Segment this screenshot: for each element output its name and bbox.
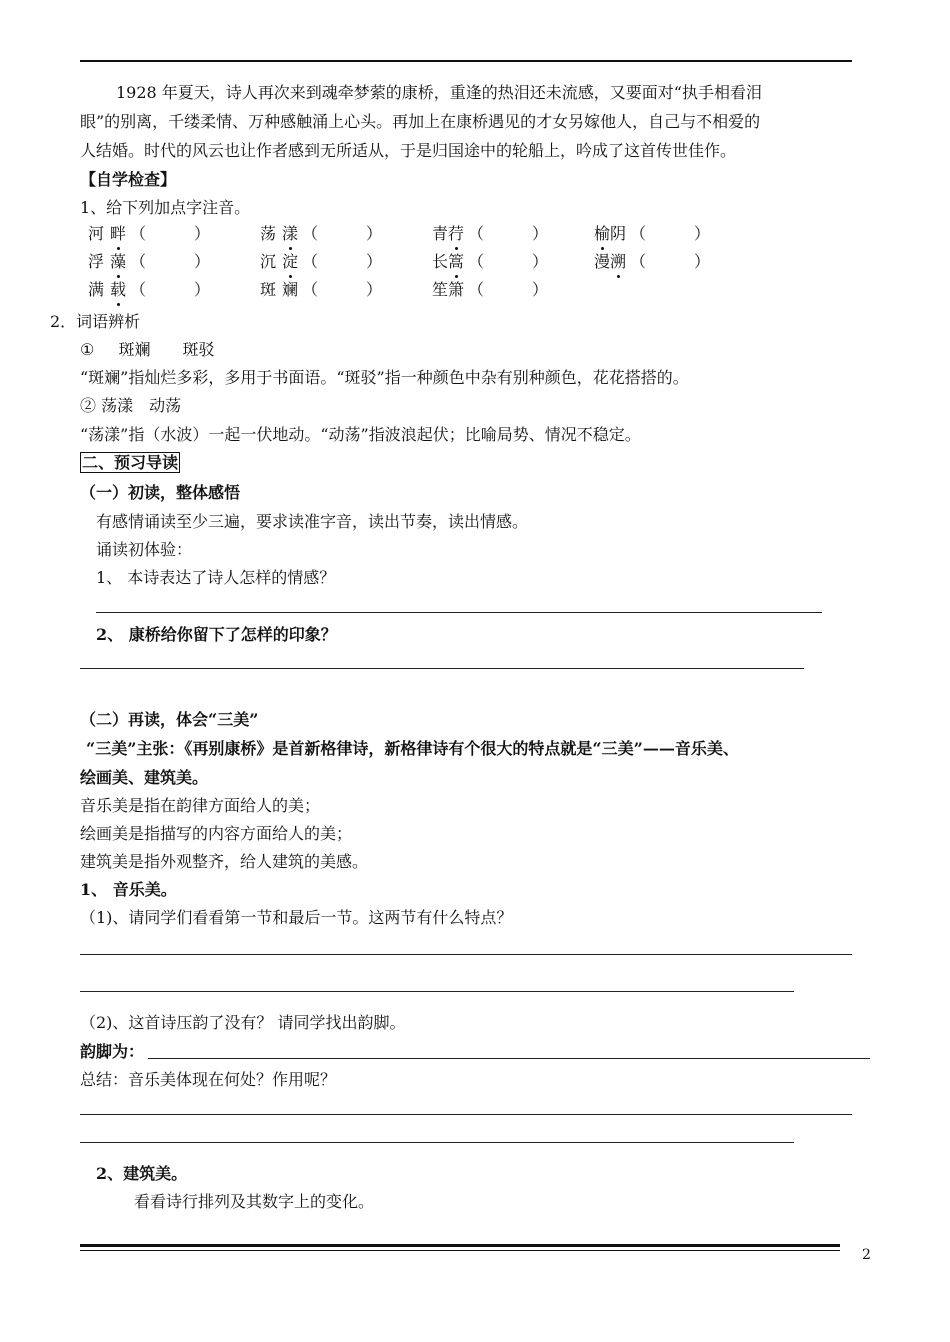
word-analysis-item-2: ② 荡漾 动荡 bbox=[80, 396, 182, 415]
pinyin-char: 沉 bbox=[260, 252, 277, 271]
pinyin-blank[interactable]: （ ） bbox=[468, 252, 549, 271]
word-analysis-item-2-desc: “荡漾”指（水波）一起一伏地动。“动荡”指波浪起伏；比喻局势、情况不稳定。 bbox=[80, 425, 641, 444]
pinyin-char: 淀 bbox=[282, 252, 299, 271]
answer-line-summary-2[interactable] bbox=[80, 1142, 794, 1143]
pinyin-char: 溯 bbox=[610, 252, 627, 271]
pinyin-item bbox=[594, 254, 710, 270]
pinyin-char: 载 bbox=[110, 280, 127, 299]
pinyin-item bbox=[260, 282, 382, 298]
pinyin-char: 斑 bbox=[260, 280, 277, 299]
pinyin-char: 满 bbox=[88, 280, 105, 299]
sanmei-line-1: “三美”主张：《再别康桥》是首新格律诗，新格律诗有个很大的特点就是“三美”——音乐美、 bbox=[86, 739, 739, 758]
preview-heading-box: 二、预习导读 bbox=[82, 453, 179, 472]
pinyin-item bbox=[432, 254, 548, 270]
pinyin-char: 河 bbox=[88, 224, 105, 243]
item-1-words: 斑斓 斑驳 bbox=[118, 340, 215, 359]
music-heading: 1、 音乐美。 bbox=[80, 880, 177, 899]
pinyin-char: 漾 bbox=[282, 224, 299, 243]
preview-sub1-text: 有感情诵读至少三遍，要求读准字音，读出节奏，读出情感。 bbox=[96, 512, 529, 531]
top-rule bbox=[80, 60, 852, 62]
answer-line-summary-1[interactable] bbox=[80, 1114, 852, 1115]
pinyin-item bbox=[432, 282, 548, 298]
pinyin-blank[interactable]: （ ） bbox=[130, 252, 211, 271]
pinyin-char: 篙 bbox=[448, 252, 465, 271]
pinyin-item bbox=[260, 226, 382, 242]
footer-rule-thick bbox=[80, 1244, 840, 1247]
rhyme-answer-line[interactable] bbox=[148, 1058, 870, 1059]
rhyme-label: 韵脚为： bbox=[80, 1042, 145, 1061]
footer-rule-thin bbox=[80, 1250, 840, 1251]
pinyin-item bbox=[594, 226, 710, 242]
pinyin-blank[interactable]: （ ） bbox=[130, 280, 211, 299]
pinyin-char: 荡 bbox=[260, 224, 277, 243]
pinyin-char: 斓 bbox=[282, 280, 299, 299]
architecture-heading: 2、建筑美。 bbox=[96, 1164, 188, 1183]
pinyin-blank[interactable]: （ ） bbox=[302, 224, 383, 243]
sanmei-line-2: 绘画美、建筑美。 bbox=[80, 768, 209, 787]
word-analysis-item-1-desc: “斑斓”指灿烂多彩，多用于书面语。“斑驳”指一种颜色中杂有别种颜色，花花搭搭的。 bbox=[80, 368, 689, 387]
architecture-definition: 建筑美是指外观整齐，给人建筑的美感。 bbox=[80, 852, 369, 871]
intro-line-1: 1928 年夏天，诗人再次来到魂牵梦萦的康桥，重逢的热泪还未流感，又要面对“执手相看泪 bbox=[116, 83, 762, 102]
pinyin-blank[interactable]: （ ） bbox=[468, 224, 549, 243]
pinyin-char: 阴 bbox=[610, 224, 627, 243]
music-q1: （1)、请同学们看看第一节和最后一节。这两节有什么特点？ bbox=[80, 908, 513, 927]
pinyin-blank[interactable]: （ ） bbox=[130, 224, 211, 243]
preview-sub1: （一）初读，整体感悟 bbox=[80, 483, 241, 502]
answer-line-music-2[interactable] bbox=[80, 991, 794, 992]
pinyin-item bbox=[432, 226, 548, 242]
pinyin-char: 畔 bbox=[110, 224, 127, 243]
music-definition: 音乐美是指在韵律方面给人的美； bbox=[80, 796, 321, 815]
pinyin-item bbox=[260, 254, 382, 270]
pinyin-blank[interactable]: （ ） bbox=[468, 280, 549, 299]
self-check-heading: 【自学检查】 bbox=[80, 170, 177, 189]
answer-line-music-1[interactable] bbox=[80, 954, 852, 955]
architecture-text: 看看诗行排列及其数字上的变化。 bbox=[134, 1192, 375, 1211]
page-number: 2 bbox=[862, 1247, 871, 1263]
intro-line-2: 眼”的别离，千缕柔情、万种感触涌上心头。再加上在康桥遇见的才女另嫁他人，自己与不相爱的 bbox=[80, 112, 761, 131]
pinyin-blank[interactable]: （ ） bbox=[630, 224, 711, 243]
preview-sub2: （二）再读，体会“三美” bbox=[80, 710, 259, 729]
item-1-number: ① bbox=[80, 340, 95, 359]
pinyin-blank[interactable]: （ ） bbox=[302, 280, 383, 299]
intro-line-3: 人结婚。时代的风云也让作者感到无所适从，于是归国途中的轮船上，吟成了这首传世佳作。 bbox=[80, 141, 737, 160]
preview-sub1-text2: 诵读初体验： bbox=[96, 540, 193, 559]
pinyin-char: 浮 bbox=[88, 252, 105, 271]
painting-definition: 绘画美是指描写的内容方面给人的美； bbox=[80, 824, 353, 843]
pinyin-char: 箫 bbox=[448, 280, 465, 299]
music-summary: 总结：音乐美体现在何处？作用呢？ bbox=[80, 1070, 337, 1089]
pinyin-char: 榆 bbox=[594, 224, 611, 243]
pinyin-blank[interactable]: （ ） bbox=[302, 252, 383, 271]
music-q2: （2)、这首诗压韵了没有？ 请同学找出韵脚。 bbox=[80, 1013, 406, 1032]
pinyin-item bbox=[88, 254, 210, 270]
pinyin-char: 漫 bbox=[594, 252, 611, 271]
answer-line-q1[interactable] bbox=[96, 612, 822, 613]
pinyin-item bbox=[88, 226, 210, 242]
pinyin-blank[interactable]: （ ） bbox=[630, 252, 711, 271]
self-check-q1: 1、给下列加点字注音。 bbox=[80, 198, 251, 217]
pinyin-char: 笙 bbox=[432, 280, 449, 299]
pinyin-char: 藻 bbox=[110, 252, 127, 271]
pinyin-char: 青 bbox=[432, 224, 449, 243]
pinyin-char: 荇 bbox=[448, 224, 465, 243]
preview-q1: 1、 本诗表达了诗人怎样的情感？ bbox=[96, 568, 336, 587]
pinyin-item bbox=[88, 282, 210, 298]
word-analysis-heading: 2．词语辨析 bbox=[50, 312, 141, 331]
word-analysis-item-1 bbox=[80, 342, 215, 358]
answer-line-q2[interactable] bbox=[80, 668, 804, 669]
preview-q2: 2、 康桥给你留下了怎样的印象？ bbox=[96, 625, 337, 644]
pinyin-char: 长 bbox=[432, 252, 449, 271]
preview-heading bbox=[80, 455, 180, 471]
